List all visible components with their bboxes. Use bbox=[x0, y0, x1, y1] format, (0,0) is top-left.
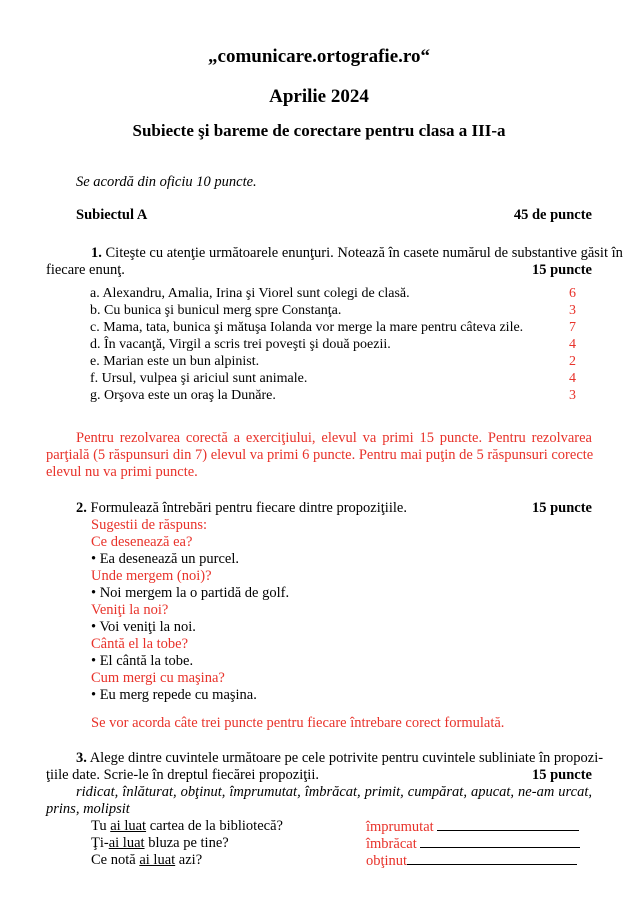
ex1-scoring-line2: parţială (5 răspunsuri din 7) elevul va primi 6 puncte. Pentru mai puţin de 5 răspunsuri corecte bbox=[46, 447, 594, 463]
ex2-number: 2. bbox=[76, 500, 87, 516]
item-count: 2 bbox=[569, 354, 576, 369]
list-item bbox=[90, 319, 576, 336]
ex1-text-line1: Citeşte cu atenţie următoarele enunţuri. Notează în casete numărul de substantive găsit în bbox=[105, 245, 623, 261]
ex2-points: 15 puncte bbox=[531, 500, 592, 516]
sentence-part: bluza pe tine? bbox=[144, 835, 229, 851]
ex2-answer bbox=[91, 687, 257, 704]
site-title: „comunicare.ortografie.ro“ bbox=[208, 46, 430, 67]
bullet-icon: • bbox=[91, 551, 97, 567]
ex2-answer bbox=[91, 653, 193, 670]
item-count: 7 bbox=[569, 320, 576, 335]
item-count: 4 bbox=[569, 337, 576, 352]
ex2-answer bbox=[91, 619, 196, 636]
bullet-icon: • bbox=[91, 619, 97, 635]
item-count: 6 bbox=[569, 286, 576, 301]
ex2-question: Veniţi la noi? bbox=[91, 602, 169, 618]
list-item bbox=[90, 302, 576, 319]
ex1-instruction-line1 bbox=[91, 245, 623, 262]
ex3-answer bbox=[366, 852, 577, 870]
intro-note: Se acordă din oficiu 10 puncte. bbox=[76, 174, 257, 190]
answer-line bbox=[437, 818, 579, 831]
answer-line bbox=[407, 852, 577, 865]
ex3-answer bbox=[366, 835, 580, 853]
ex2-answer bbox=[91, 585, 289, 602]
answer-text: Noi mergem la o partidă de golf. bbox=[99, 585, 290, 601]
ex3-word-bank-line1: ridicat, înlăturat, obţinut, împrumutat, îmbrăcat, primit, cumpărat, apucat, ne-am urcat, bbox=[76, 784, 592, 800]
sentence-part: Ce notă bbox=[91, 852, 140, 868]
list-item bbox=[90, 370, 576, 387]
ex2-question: Cum mergi cu maşina? bbox=[91, 670, 225, 686]
answer-line bbox=[420, 835, 580, 848]
ex3-sentence bbox=[91, 852, 202, 869]
ex2-question: Unde mergem (noi)? bbox=[91, 568, 212, 584]
answer-text: Eu merg repede cu maşina. bbox=[99, 687, 257, 703]
exam-date: Aprilie 2024 bbox=[269, 86, 369, 107]
ex3-sentence bbox=[91, 818, 283, 835]
answer-word: împrumutat bbox=[366, 819, 434, 835]
ex3-number: 3. bbox=[76, 750, 87, 766]
item-count: 3 bbox=[569, 388, 576, 403]
ex2-hint: Sugestii de răspuns: bbox=[91, 517, 207, 533]
underlined-phrase: ai luat bbox=[139, 852, 176, 868]
section-a-title: Subiectul A bbox=[76, 207, 148, 223]
list-item bbox=[90, 285, 576, 302]
section-a-points: 45 de puncte bbox=[513, 207, 592, 223]
item-text: b. Cu bunica şi bunicul merg spre Constanţa. bbox=[90, 303, 342, 318]
ex2-scoring: Se vor acorda câte trei puncte pentru fiecare întrebare corect formulată. bbox=[91, 715, 505, 731]
answer-text: Voi veniţi la noi. bbox=[99, 619, 196, 635]
item-count: 3 bbox=[569, 303, 576, 318]
underlined-phrase: ai luat bbox=[108, 835, 145, 851]
underlined-phrase: ai luat bbox=[110, 818, 147, 834]
item-text: e. Marian este un bun alpinist. bbox=[90, 354, 260, 369]
ex3-word-bank-line2: prins, molipsit bbox=[46, 801, 130, 817]
ex2-answer bbox=[91, 551, 239, 568]
sentence-part: azi? bbox=[175, 852, 203, 868]
ex1-points: 15 puncte bbox=[531, 262, 592, 278]
item-text: f. Ursul, vulpea şi ariciul sunt animale. bbox=[90, 371, 308, 386]
list-item bbox=[90, 336, 576, 353]
answer-text: Ea desenează un purcel. bbox=[99, 551, 239, 567]
item-count: 4 bbox=[569, 371, 576, 386]
answer-word: îmbrăcat bbox=[366, 836, 417, 852]
ex3-answer bbox=[366, 818, 579, 836]
ex1-text-line2: fiecare enunţ. bbox=[46, 262, 125, 278]
answer-word: obţinut bbox=[366, 853, 408, 869]
ex3-text-line2: ţiile date. Scrie-le în dreptul fiecărei propoziţii. bbox=[46, 767, 319, 783]
ex3-points: 15 puncte bbox=[531, 767, 592, 783]
ex3-instruction-line1 bbox=[76, 750, 604, 767]
ex2-question: Cântă el la tobe? bbox=[91, 636, 189, 652]
ex3-sentence bbox=[91, 835, 229, 852]
sentence-part: cartea de la bibliotecă? bbox=[146, 818, 283, 834]
item-text: c. Mama, tata, bunica şi mătuşa Iolanda vor merge la mare pentru câteva zile. bbox=[90, 320, 524, 335]
list-item bbox=[90, 353, 576, 370]
ex3-text-line1: Alege dintre cuvintele următoare pe cele potrivite pentru cuvintele subliniate în propozi- bbox=[89, 750, 604, 766]
bullet-icon: • bbox=[91, 687, 97, 703]
item-text: a. Alexandru, Amalia, Irina şi Viorel sunt colegi de clasă. bbox=[90, 286, 410, 301]
document-subtitle: Subiecte şi bareme de corectare pentru clasa a III-a bbox=[132, 121, 506, 140]
bullet-icon: • bbox=[91, 585, 97, 601]
ex2-question: Ce desenează ea? bbox=[91, 534, 193, 550]
ex1-number: 1. bbox=[91, 245, 102, 261]
item-text: g. Orşova este un oraş la Dunăre. bbox=[90, 388, 276, 403]
item-text: d. În vacanţă, Virgil a scris trei poveşti şi două poezii. bbox=[90, 337, 391, 352]
ex2-instruction bbox=[76, 500, 407, 517]
sentence-part: Ţi- bbox=[91, 835, 109, 851]
ex2-text: Formulează întrebări pentru fiecare dintre propoziţiile. bbox=[90, 500, 407, 516]
ex1-scoring-line1: Pentru rezolvarea corectă a exerciţiului, elevul va primi 15 puncte. Pentru rezolvarea bbox=[76, 430, 592, 446]
ex1-scoring-line3: elevul nu va primi puncte. bbox=[46, 464, 198, 480]
list-item bbox=[90, 387, 576, 404]
sentence-part: Tu bbox=[91, 818, 111, 834]
bullet-icon: • bbox=[91, 653, 97, 669]
answer-text: El cântă la tobe. bbox=[99, 653, 194, 669]
